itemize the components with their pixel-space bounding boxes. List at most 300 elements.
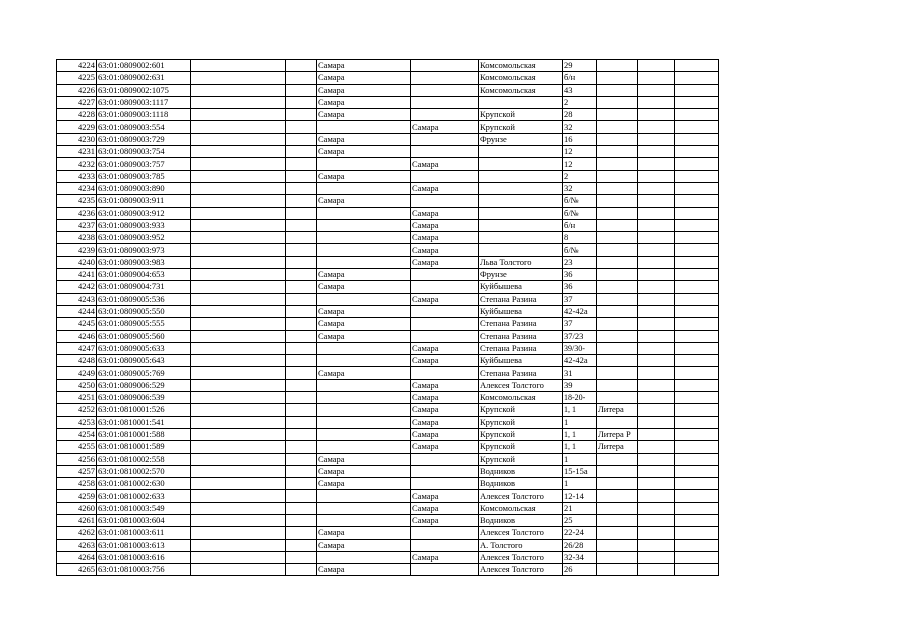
litera-cell [597,564,638,576]
empty-cell [675,207,719,219]
litera-cell [597,490,638,502]
empty-cell [638,72,675,84]
empty-cell [286,355,317,367]
empty-cell [191,256,286,268]
street-cell: Комсомольская [479,72,563,84]
table-row [57,293,719,305]
empty-cell [286,514,317,526]
city-alt-cell [411,318,479,330]
empty-cell [286,195,317,207]
empty-cell [286,60,317,72]
street-cell: Крупской [479,109,563,121]
city-alt-cell [411,195,479,207]
empty-cell [675,96,719,108]
row-number-cell: 4242 [57,281,97,293]
litera-cell [597,305,638,317]
row-number-cell: 4239 [57,244,97,256]
city-cell [317,392,411,404]
city-alt-cell [411,281,479,293]
empty-cell [638,428,675,440]
table-row [57,182,719,194]
cadastral-number-cell: 63:01:0809003:973 [97,244,191,256]
table-row [57,146,719,158]
empty-cell [638,404,675,416]
house-number-cell: 29 [563,60,597,72]
city-cell [317,416,411,428]
empty-cell [286,502,317,514]
cadastral-number-cell: 63:01:0809004:653 [97,269,191,281]
empty-cell [638,146,675,158]
house-number-cell: 25 [563,514,597,526]
city-cell: Самара [317,84,411,96]
table-row [57,96,719,108]
cadastral-number-cell: 63:01:0809003:757 [97,158,191,170]
row-number-cell: 4243 [57,293,97,305]
street-cell: Комсомольская [479,60,563,72]
table-row [57,355,719,367]
house-number-cell: 2 [563,170,597,182]
litera-cell [597,207,638,219]
city-alt-cell: Самара [411,219,479,231]
empty-cell [675,146,719,158]
house-number-cell: 1, 1 [563,441,597,453]
city-cell [317,355,411,367]
empty-cell [191,170,286,182]
table-row [57,195,719,207]
city-cell: Самара [317,96,411,108]
row-number-cell: 4264 [57,551,97,563]
litera-cell [597,392,638,404]
empty-cell [191,195,286,207]
cadastral-number-cell: 63:01:0810001:589 [97,441,191,453]
litera-cell [597,170,638,182]
house-number-cell: 32-34 [563,551,597,563]
city-alt-cell [411,465,479,477]
cadastral-number-cell: 63:01:0809002:601 [97,60,191,72]
table-row [57,342,719,354]
empty-cell [286,232,317,244]
cadastral-number-cell: 63:01:0809003:754 [97,146,191,158]
empty-cell [675,416,719,428]
house-number-cell: 26 [563,564,597,576]
city-cell: Самара [317,367,411,379]
empty-cell [675,195,719,207]
empty-cell [191,269,286,281]
row-number-cell: 4225 [57,72,97,84]
litera-cell [597,318,638,330]
house-number-cell: 15-15а [563,465,597,477]
house-number-cell: 1, 1 [563,404,597,416]
street-cell: Водников [479,478,563,490]
city-cell: Самара [317,170,411,182]
cadastral-number-cell: 63:01:0809005:550 [97,305,191,317]
empty-cell [638,109,675,121]
city-alt-cell [411,109,479,121]
row-number-cell: 4240 [57,256,97,268]
empty-cell [675,244,719,256]
house-number-cell: 42-42а [563,305,597,317]
street-cell: Фрунзе [479,269,563,281]
empty-cell [675,367,719,379]
city-alt-cell [411,527,479,539]
table-row [57,392,719,404]
city-cell [317,514,411,526]
house-number-cell: 18-20- [563,392,597,404]
cadastral-number-cell: 63:01:0810003:756 [97,564,191,576]
empty-cell [191,441,286,453]
city-cell [317,182,411,194]
cadastral-number-cell: 63:01:0809003:729 [97,133,191,145]
empty-cell [286,109,317,121]
empty-cell [675,256,719,268]
cadastral-number-cell: 63:01:0810002:633 [97,490,191,502]
empty-cell [191,84,286,96]
empty-cell [675,281,719,293]
empty-cell [638,527,675,539]
empty-cell [638,305,675,317]
registry-table [56,59,719,576]
table-row [57,465,719,477]
empty-cell [191,502,286,514]
house-number-cell: 12-14 [563,490,597,502]
empty-cell [675,441,719,453]
empty-cell [286,146,317,158]
city-alt-cell: Самара [411,244,479,256]
empty-cell [638,318,675,330]
city-cell: Самара [317,269,411,281]
house-number-cell: 2 [563,96,597,108]
city-alt-cell: Самара [411,121,479,133]
table-row [57,121,719,133]
empty-cell [191,146,286,158]
city-alt-cell: Самара [411,355,479,367]
street-cell: Степана Разина [479,367,563,379]
empty-cell [286,330,317,342]
empty-cell [286,428,317,440]
empty-cell [191,232,286,244]
empty-cell [286,404,317,416]
cadastral-number-cell: 63:01:0809003:554 [97,121,191,133]
empty-cell [675,269,719,281]
city-cell [317,342,411,354]
empty-cell [191,109,286,121]
cadastral-number-cell: 63:01:0809003:952 [97,232,191,244]
litera-cell [597,72,638,84]
house-number-cell: 16 [563,133,597,145]
street-cell: А. Толстого [479,539,563,551]
empty-cell [675,60,719,72]
litera-cell [597,219,638,231]
row-number-cell: 4230 [57,133,97,145]
street-cell: Водников [479,465,563,477]
empty-cell [638,514,675,526]
litera-cell [597,330,638,342]
cadastral-number-cell: 63:01:0809002:1075 [97,84,191,96]
empty-cell [191,72,286,84]
empty-cell [286,379,317,391]
row-number-cell: 4233 [57,170,97,182]
city-cell: Самара [317,305,411,317]
house-number-cell: б/н [563,219,597,231]
city-cell: Самара [317,465,411,477]
empty-cell [286,170,317,182]
empty-cell [286,392,317,404]
table-row [57,72,719,84]
empty-cell [191,158,286,170]
city-alt-cell: Самара [411,416,479,428]
empty-cell [286,441,317,453]
city-cell [317,293,411,305]
empty-cell [638,465,675,477]
row-number-cell: 4236 [57,207,97,219]
table-row [57,564,719,576]
table-row [57,527,719,539]
empty-cell [191,392,286,404]
row-number-cell: 4251 [57,392,97,404]
street-cell: Алексея Толстого [479,490,563,502]
empty-cell [191,207,286,219]
empty-cell [675,392,719,404]
empty-cell [191,318,286,330]
empty-cell [286,219,317,231]
table-row [57,539,719,551]
row-number-cell: 4252 [57,404,97,416]
litera-cell [597,478,638,490]
empty-cell [675,379,719,391]
litera-cell [597,502,638,514]
city-cell: Самара [317,281,411,293]
empty-cell [191,96,286,108]
empty-cell [638,170,675,182]
street-cell [479,158,563,170]
cadastral-number-cell: 63:01:0809003:1117 [97,96,191,108]
empty-cell [638,244,675,256]
city-alt-cell [411,269,479,281]
street-cell: Крупской [479,404,563,416]
litera-cell [597,379,638,391]
city-alt-cell [411,72,479,84]
empty-cell [675,133,719,145]
empty-cell [675,490,719,502]
row-number-cell: 4248 [57,355,97,367]
street-cell: Степана Разина [479,342,563,354]
city-cell [317,256,411,268]
house-number-cell: 1 [563,478,597,490]
street-cell: Степана Разина [479,318,563,330]
table-row [57,305,719,317]
cadastral-number-cell: 63:01:0809006:529 [97,379,191,391]
empty-cell [638,490,675,502]
empty-cell [191,551,286,563]
empty-cell [286,478,317,490]
empty-cell [638,539,675,551]
cadastral-number-cell: 63:01:0809005:555 [97,318,191,330]
empty-cell [638,60,675,72]
city-alt-cell: Самара [411,256,479,268]
row-number-cell: 4263 [57,539,97,551]
street-cell: Фрунзе [479,133,563,145]
table-row [57,109,719,121]
empty-cell [638,182,675,194]
empty-cell [286,121,317,133]
empty-cell [638,293,675,305]
city-cell: Самара [317,527,411,539]
street-cell: Крупской [479,121,563,133]
table-row [57,133,719,145]
empty-cell [675,84,719,96]
table-row [57,416,719,428]
city-cell [317,207,411,219]
row-number-cell: 4256 [57,453,97,465]
empty-cell [638,269,675,281]
house-number-cell: 21 [563,502,597,514]
house-number-cell: б/№ [563,207,597,219]
empty-cell [191,453,286,465]
cadastral-number-cell: 63:01:0809003:912 [97,207,191,219]
house-number-cell: 28 [563,109,597,121]
row-number-cell: 4229 [57,121,97,133]
house-number-cell: 37 [563,293,597,305]
street-cell: Степана Разина [479,293,563,305]
city-alt-cell: Самара [411,293,479,305]
cadastral-number-cell: 63:01:0809003:933 [97,219,191,231]
row-number-cell: 4227 [57,96,97,108]
row-number-cell: 4250 [57,379,97,391]
table-row [57,478,719,490]
empty-cell [675,539,719,551]
empty-cell [191,182,286,194]
street-cell [479,182,563,194]
city-alt-cell [411,96,479,108]
empty-cell [286,453,317,465]
empty-cell [191,564,286,576]
street-cell [479,96,563,108]
table-row [57,84,719,96]
street-cell [479,170,563,182]
row-number-cell: 4260 [57,502,97,514]
cadastral-number-cell: 63:01:0810001:541 [97,416,191,428]
empty-cell [675,428,719,440]
empty-cell [675,502,719,514]
empty-cell [191,121,286,133]
house-number-cell: 43 [563,84,597,96]
house-number-cell: 39 [563,379,597,391]
city-alt-cell: Самара [411,441,479,453]
house-number-cell: 37/23 [563,330,597,342]
table-row [57,318,719,330]
row-number-cell: 4226 [57,84,97,96]
empty-cell [675,527,719,539]
empty-cell [191,330,286,342]
cadastral-number-cell: 63:01:0810002:630 [97,478,191,490]
empty-cell [286,269,317,281]
empty-cell [675,478,719,490]
table-row [57,514,719,526]
cadastral-number-cell: 63:01:0809004:731 [97,281,191,293]
empty-cell [286,465,317,477]
street-cell: Комсомольская [479,392,563,404]
row-number-cell: 4245 [57,318,97,330]
empty-cell [675,342,719,354]
empty-cell [675,121,719,133]
row-number-cell: 4244 [57,305,97,317]
litera-cell [597,342,638,354]
empty-cell [638,367,675,379]
street-cell: Крупской [479,416,563,428]
empty-cell [286,551,317,563]
litera-cell: Литера [597,404,638,416]
empty-cell [675,170,719,182]
table-row [57,170,719,182]
empty-cell [675,182,719,194]
litera-cell [597,527,638,539]
row-number-cell: 4238 [57,232,97,244]
row-number-cell: 4258 [57,478,97,490]
row-number-cell: 4257 [57,465,97,477]
cadastral-number-cell: 63:01:0809005:633 [97,342,191,354]
cadastral-number-cell: 63:01:0809003:1118 [97,109,191,121]
litera-cell [597,256,638,268]
empty-cell [675,318,719,330]
empty-cell [286,133,317,145]
litera-cell [597,514,638,526]
empty-cell [191,293,286,305]
empty-cell [286,96,317,108]
empty-cell [638,330,675,342]
empty-cell [675,219,719,231]
house-number-cell: 31 [563,367,597,379]
house-number-cell: 39/30- [563,342,597,354]
litera-cell [597,355,638,367]
city-alt-cell [411,146,479,158]
empty-cell [675,404,719,416]
cadastral-number-cell: 63:01:0810002:558 [97,453,191,465]
empty-cell [638,232,675,244]
litera-cell [597,269,638,281]
city-cell: Самара [317,478,411,490]
row-number-cell: 4231 [57,146,97,158]
empty-cell [675,305,719,317]
city-cell: Самара [317,109,411,121]
empty-cell [638,551,675,563]
row-number-cell: 4247 [57,342,97,354]
city-cell: Самара [317,195,411,207]
row-number-cell: 4237 [57,219,97,231]
table-row [57,441,719,453]
table-row [57,490,719,502]
cadastral-number-cell: 63:01:0810003:604 [97,514,191,526]
empty-cell [638,564,675,576]
litera-cell [597,551,638,563]
city-cell: Самара [317,318,411,330]
row-number-cell: 4261 [57,514,97,526]
empty-cell [638,84,675,96]
street-cell: Куйбышева [479,281,563,293]
empty-cell [638,392,675,404]
litera-cell [597,133,638,145]
table-row [57,428,719,440]
empty-cell [638,256,675,268]
empty-cell [675,355,719,367]
row-number-cell: 4246 [57,330,97,342]
city-cell [317,379,411,391]
empty-cell [638,207,675,219]
empty-cell [191,527,286,539]
table-row [57,404,719,416]
city-alt-cell [411,84,479,96]
empty-cell [286,342,317,354]
street-cell: Алексея Толстого [479,527,563,539]
